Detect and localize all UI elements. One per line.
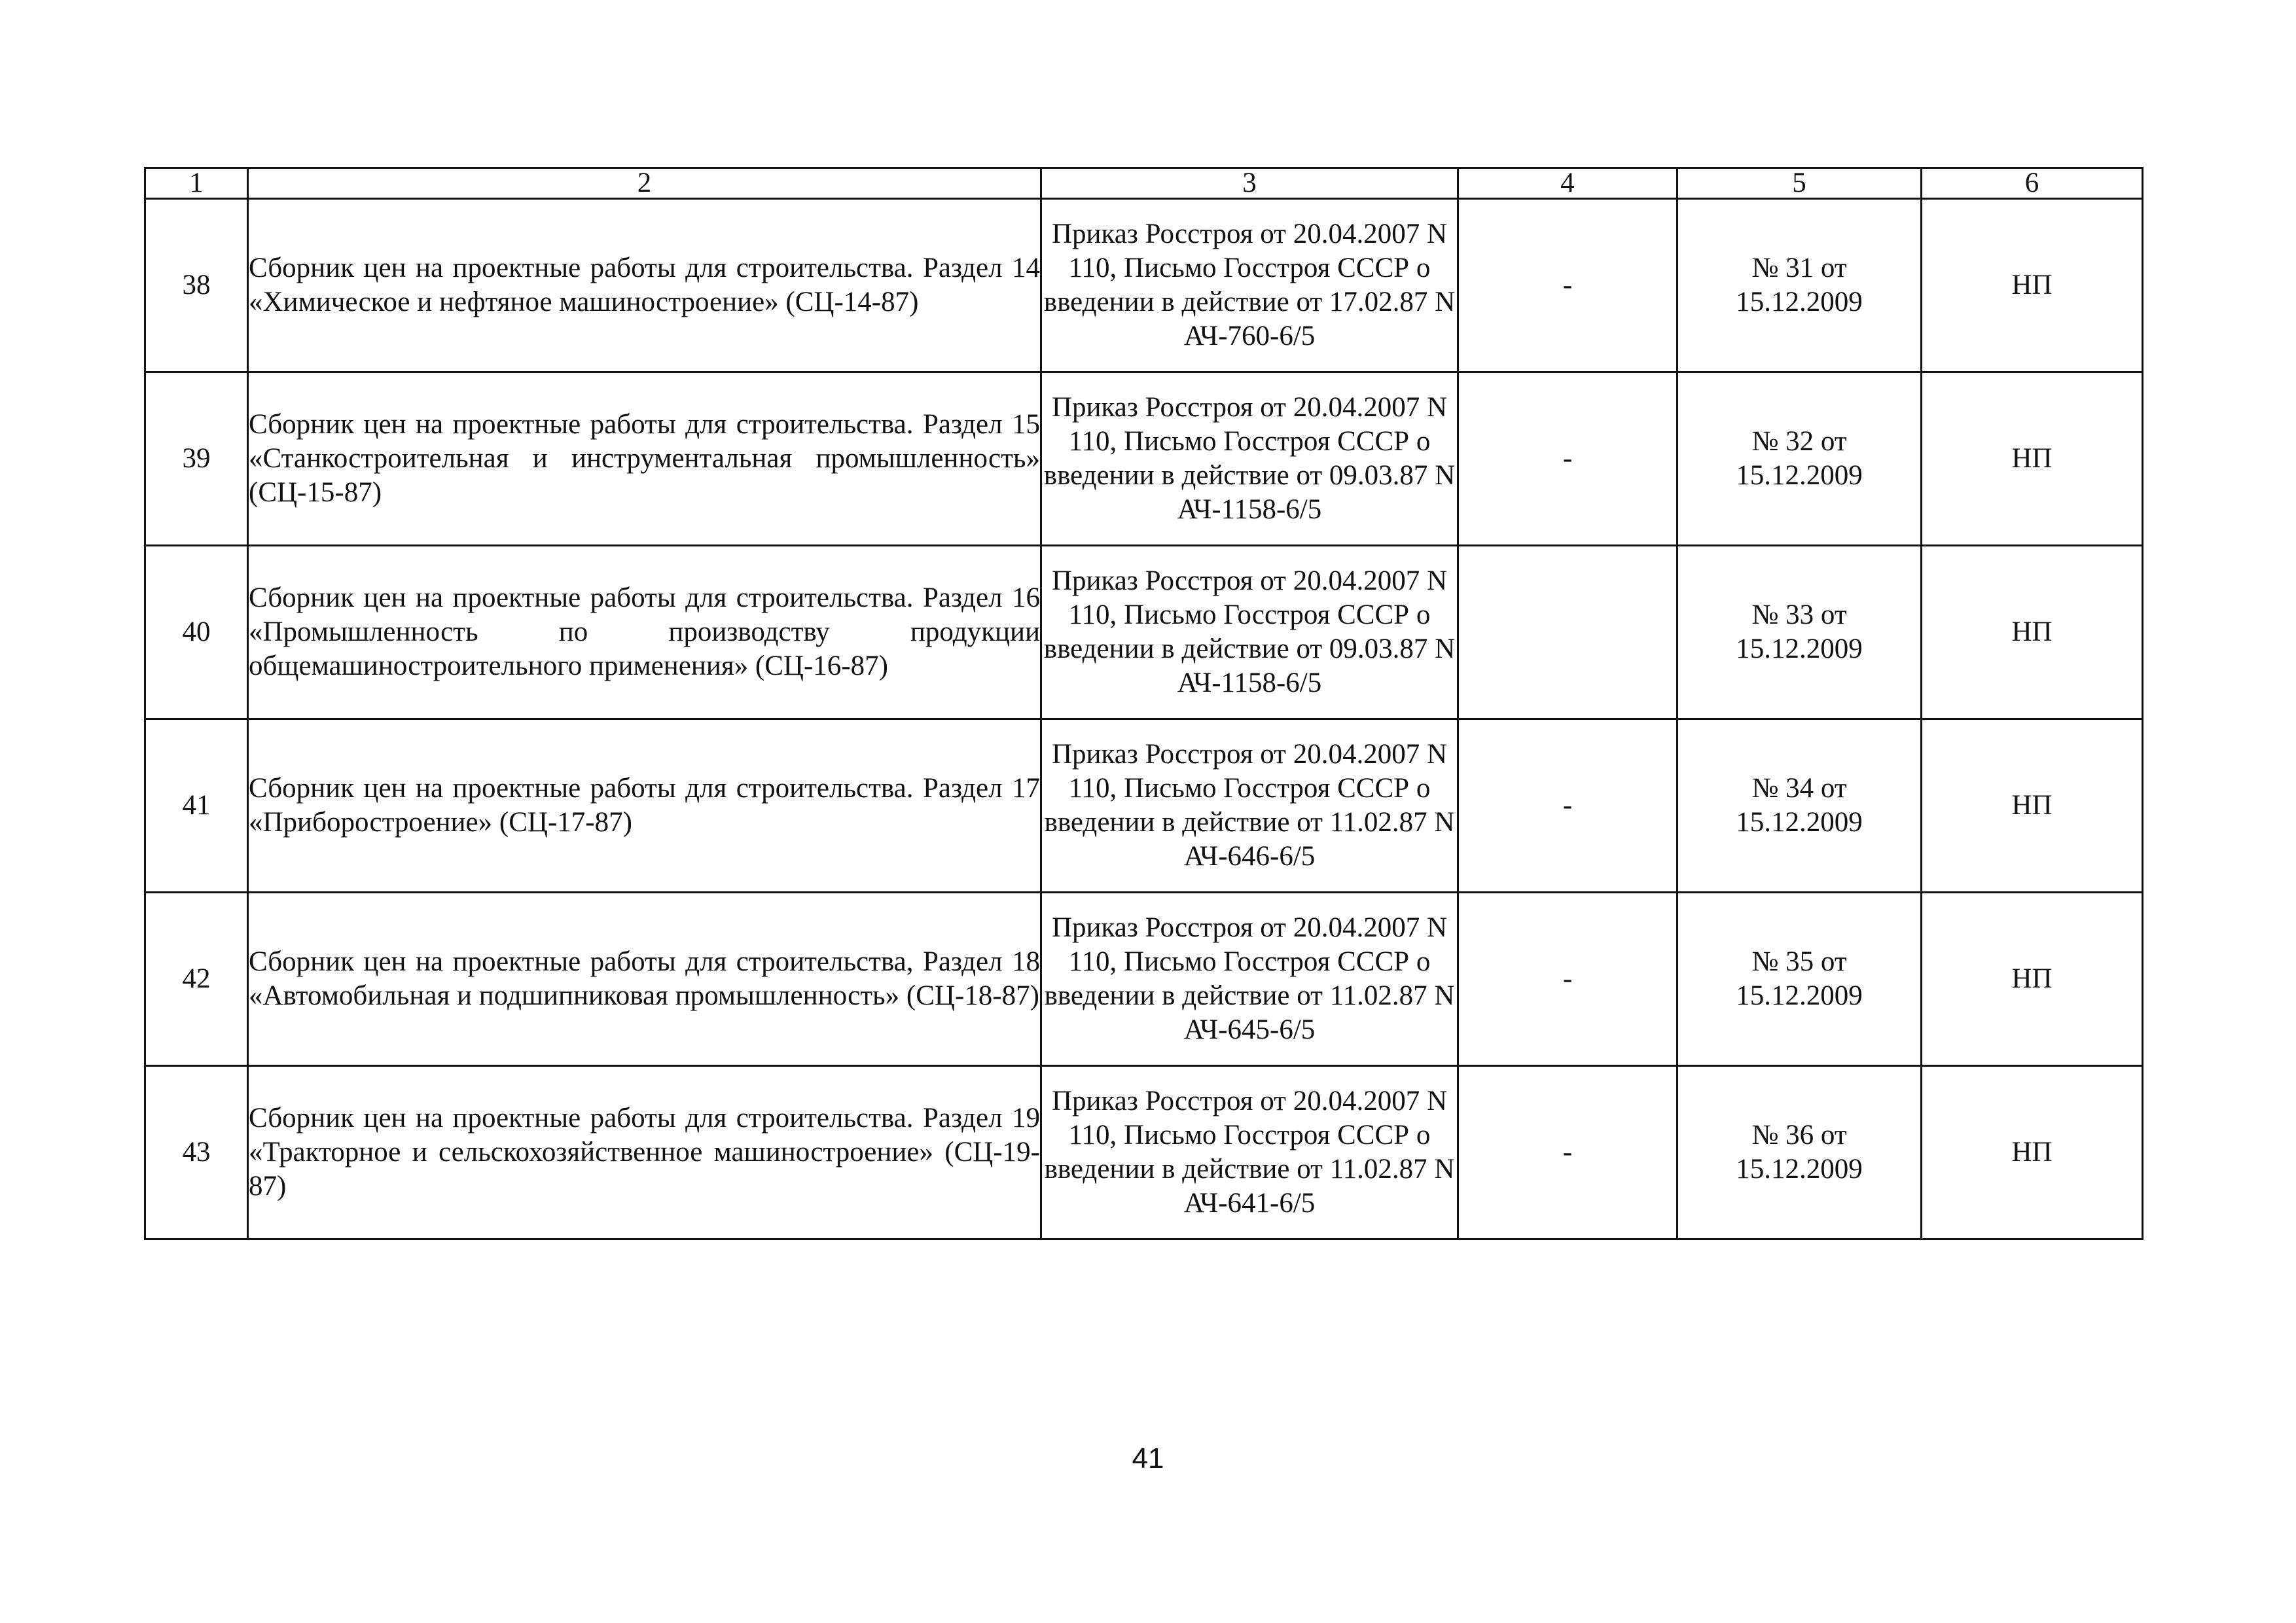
basis-text: Приказ Росстроя от 20.04.2007 N 110, Письмо Госстроя СССР о введении в действие от 09.03.87 N АЧ-1158-6/5 bbox=[1041, 546, 1458, 719]
registration-cell bbox=[1677, 893, 1922, 1066]
table-row bbox=[145, 719, 2143, 893]
column-4-value: - bbox=[1458, 1066, 1677, 1240]
registration-number: № 35 от bbox=[1751, 946, 1847, 977]
column-4-value: - bbox=[1458, 893, 1677, 1066]
header-col-4: 4 bbox=[1458, 168, 1677, 199]
row-number: 42 bbox=[145, 893, 248, 1066]
note-value: НП bbox=[1922, 199, 2143, 372]
document-title: Сборник цен на проектные работы для строительства. Раздел 17 «Приборостроение» (СЦ-17-87) bbox=[248, 719, 1041, 893]
header-col-6: 6 bbox=[1922, 168, 2143, 199]
header-col-2: 2 bbox=[248, 168, 1041, 199]
note-value: НП bbox=[1922, 546, 2143, 719]
column-4-value bbox=[1458, 546, 1677, 719]
registration-date: 15.12.2009 bbox=[1736, 1154, 1863, 1185]
registration-cell bbox=[1677, 719, 1922, 893]
registration-number: № 36 от bbox=[1751, 1120, 1847, 1150]
registration-number: № 31 от bbox=[1751, 253, 1847, 283]
registration-cell bbox=[1677, 372, 1922, 546]
table-row bbox=[145, 893, 2143, 1066]
registration-number: № 33 от bbox=[1751, 599, 1847, 630]
table-row bbox=[145, 372, 2143, 546]
table-row bbox=[145, 199, 2143, 372]
page-number: 41 bbox=[1132, 1442, 1164, 1474]
basis-text: Приказ Росстроя от 20.04.2007 N 110, Письмо Госстроя СССР о введении в действие от 11.02.87 N АЧ-645-6/5 bbox=[1041, 893, 1458, 1066]
note-value: НП bbox=[1922, 1066, 2143, 1240]
registry-table bbox=[144, 167, 2144, 1240]
registration-cell bbox=[1677, 546, 1922, 719]
header-col-1: 1 bbox=[145, 168, 248, 199]
row-number: 40 bbox=[145, 546, 248, 719]
table-row bbox=[145, 546, 2143, 719]
registration-date: 15.12.2009 bbox=[1736, 287, 1863, 317]
basis-text: Приказ Росстроя от 20.04.2007 N 110, Письмо Госстроя СССР о введении в действие от 11.02.87 N АЧ-641-6/5 bbox=[1041, 1066, 1458, 1240]
note-value: НП bbox=[1922, 372, 2143, 546]
row-number: 41 bbox=[145, 719, 248, 893]
header-col-5: 5 bbox=[1677, 168, 1922, 199]
row-number: 38 bbox=[145, 199, 248, 372]
note-value: НП bbox=[1922, 719, 2143, 893]
document-title: Сборник цен на проектные работы для строительства. Раздел 14 «Химическое и нефтяное машиностроение» (СЦ-14-87) bbox=[248, 199, 1041, 372]
basis-text: Приказ Росстроя от 20.04.2007 N 110, Письмо Госстроя СССР о введении в действие от 09.03.87 N АЧ-1158-6/5 bbox=[1041, 372, 1458, 546]
document-title: Сборник цен на проектные работы для строительства. Раздел 15 «Станкостроительная и инструментальная промышленность» (СЦ-15-87) bbox=[248, 372, 1041, 546]
header-col-3: 3 bbox=[1041, 168, 1458, 199]
registration-number: № 32 от bbox=[1751, 426, 1847, 457]
basis-text: Приказ Росстроя от 20.04.2007 N 110, Письмо Госстроя СССР о введении в действие от 17.02.87 N АЧ-760-6/5 bbox=[1041, 199, 1458, 372]
registration-number: № 34 от bbox=[1751, 773, 1847, 804]
note-value: НП bbox=[1922, 893, 2143, 1066]
registration-cell bbox=[1677, 1066, 1922, 1240]
basis-text: Приказ Росстроя от 20.04.2007 N 110, Письмо Госстроя СССР о введении в действие от 11.02.87 N АЧ-646-6/5 bbox=[1041, 719, 1458, 893]
table-header-row bbox=[145, 168, 2143, 199]
column-4-value: - bbox=[1458, 719, 1677, 893]
column-4-value: - bbox=[1458, 372, 1677, 546]
row-number: 39 bbox=[145, 372, 248, 546]
document-title: Сборник цен на проектные работы для строительства. Раздел 19 «Тракторное и сельскохозяйственное машиностроение» (СЦ-19-87) bbox=[248, 1066, 1041, 1240]
row-number: 43 bbox=[145, 1066, 248, 1240]
document-title: Сборник цен на проектные работы для строительства. Раздел 16 «Промышленность по производству продукции общемашиностроительного применения» (СЦ-16-87) bbox=[248, 546, 1041, 719]
registration-date: 15.12.2009 bbox=[1736, 460, 1863, 491]
column-4-value: - bbox=[1458, 199, 1677, 372]
table-row bbox=[145, 1066, 2143, 1240]
registration-date: 15.12.2009 bbox=[1736, 980, 1863, 1011]
registration-date: 15.12.2009 bbox=[1736, 807, 1863, 838]
registration-cell bbox=[1677, 199, 1922, 372]
document-title: Сборник цен на проектные работы для строительства, Раздел 18 «Автомобильная и подшипниковая промышленность» (СЦ-18-87) bbox=[248, 893, 1041, 1066]
registration-date: 15.12.2009 bbox=[1736, 633, 1863, 664]
